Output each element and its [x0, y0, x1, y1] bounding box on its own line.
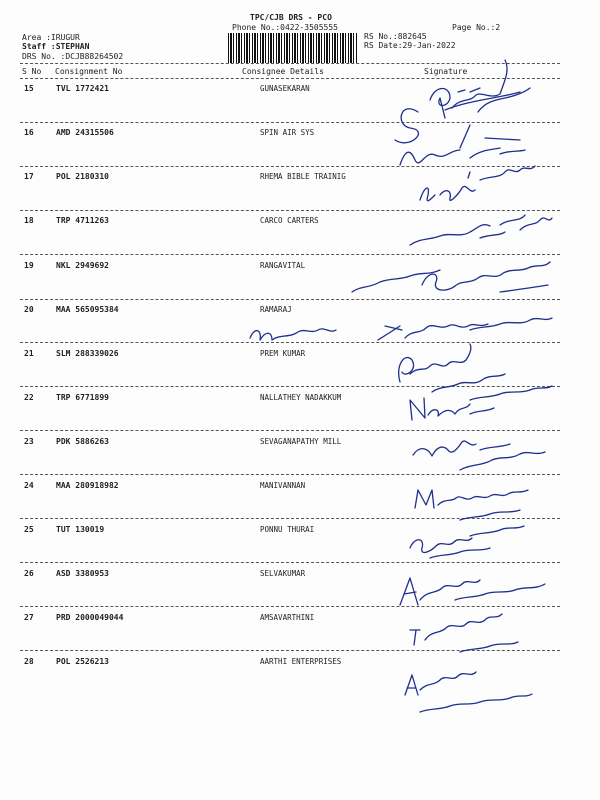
- column-signature: Signature: [424, 67, 468, 76]
- row-sno: 20: [24, 305, 34, 314]
- row-consignment: TRP 6771899: [56, 393, 109, 402]
- row-consignment: SLM 288339026: [56, 349, 119, 358]
- column-sno: S No: [22, 67, 42, 76]
- phone-number: Phone No.:0422-3505555: [232, 23, 338, 32]
- row-consignee: AARTHI ENTERPRISES: [260, 657, 342, 666]
- staff-label: Staff :STEPHAN: [22, 42, 90, 51]
- rs-number: RS No.:882645: [364, 32, 427, 41]
- row-sno: 22: [24, 393, 34, 402]
- row-consignee: CARCO CARTERS: [260, 216, 319, 225]
- row-consignee: AMSAVARTHINI: [260, 613, 315, 622]
- row-consignee: SEVAGANAPATHY MILL: [260, 437, 342, 446]
- row-consignment: TUT 130019: [56, 525, 105, 534]
- signature-row-25: [410, 526, 524, 558]
- row-consignment: NKL 2949692: [56, 261, 109, 270]
- row-sno: 18: [24, 216, 34, 225]
- signature-row-24: [415, 490, 528, 520]
- row-consignment: MAA 280918982: [56, 481, 119, 490]
- row-consignment: PDK 5886263: [56, 437, 109, 446]
- row-consignment: ASD 3380953: [56, 569, 109, 578]
- row-consignment: POL 2180310: [56, 172, 109, 181]
- row-consignee: SELVAKUMAR: [260, 569, 306, 578]
- row-consignee: MANIVANNAN: [260, 481, 306, 490]
- column-consignee: Consignee Details: [242, 67, 324, 76]
- row-sno: 23: [24, 437, 34, 446]
- row-sno: 28: [24, 657, 34, 666]
- row-sno: 19: [24, 261, 34, 270]
- signature-row-19: [352, 262, 550, 292]
- signature-row-20: [250, 318, 552, 340]
- row-consignment: MAA 565095384: [56, 305, 119, 314]
- row-sno: 16: [24, 128, 34, 137]
- row-consignee: RAMARAJ: [260, 305, 292, 314]
- page-number: Page No.:2: [452, 23, 501, 32]
- row-sno: 24: [24, 481, 34, 490]
- row-consignment: POL 2526213: [56, 657, 109, 666]
- row-consignee: SPIN AIR SYS: [260, 128, 315, 137]
- column-consignment: Consignment No: [55, 67, 123, 76]
- signature-row-23: [413, 441, 545, 470]
- row-consignee: RANGAVITAL: [260, 261, 306, 270]
- signature-row-22: [410, 386, 552, 420]
- row-consignee: RHEMA BIBLE TRAINIG: [260, 172, 346, 181]
- row-sno: 21: [24, 349, 34, 358]
- row-sno: 26: [24, 569, 34, 578]
- row-sno: 17: [24, 172, 34, 181]
- row-sno: 25: [24, 525, 34, 534]
- signature-row-28: [405, 672, 532, 712]
- signature-row-16: [400, 125, 525, 165]
- row-consignment: PRD 2000049044: [56, 613, 124, 622]
- row-consignment: TVL 1772421: [56, 84, 109, 93]
- signature-row-26: [400, 578, 545, 605]
- document-title: TPC/CJB DRS - PCO: [250, 13, 332, 22]
- row-consignee: PREM KUMAR: [260, 349, 306, 358]
- row-consignee: GUNASEKARAN: [260, 84, 310, 93]
- row-consignee: NALLATHEY NADAKKUM: [260, 393, 342, 402]
- signature-row-27: [410, 614, 518, 652]
- row-consignment: AMD 24315506: [56, 128, 114, 137]
- row-sno: 27: [24, 613, 34, 622]
- signature-row-18: [410, 215, 552, 245]
- area-label: Area :IRUGUR: [22, 33, 80, 42]
- row-consignment: TRP 4711263: [56, 216, 109, 225]
- signature-row-15: [395, 60, 530, 143]
- signature-row-21: [399, 344, 505, 392]
- drs-number: DRS No. :DCJB88264502: [22, 52, 124, 61]
- signature-row-17: [420, 166, 535, 201]
- rs-date: RS Date:29-Jan-2022: [364, 41, 456, 50]
- row-sno: 15: [24, 84, 34, 93]
- row-consignee: PONNU THURAI: [260, 525, 315, 534]
